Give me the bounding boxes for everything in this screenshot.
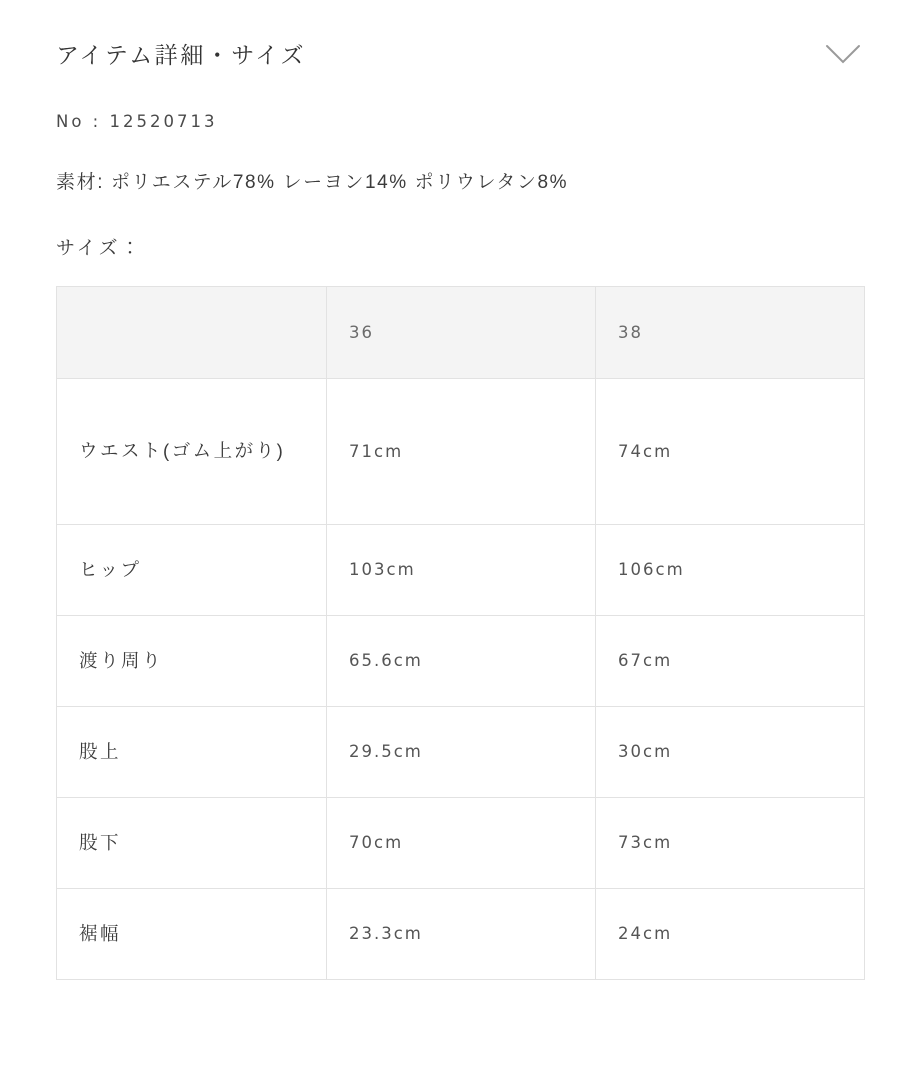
row-value-38: 106cm	[596, 525, 865, 616]
row-value-36: 23.3cm	[327, 889, 596, 980]
table-row	[57, 707, 865, 798]
row-value-38: 74cm	[596, 379, 865, 525]
row-value-38: 30cm	[596, 707, 865, 798]
table-header-size-36: 36	[327, 287, 596, 379]
material-text: 素材: ポリエステル78% レーヨン14% ポリウレタン8%	[56, 171, 569, 193]
table-header-size-38: 38	[596, 287, 865, 379]
row-label: 股上	[57, 707, 327, 798]
table-row	[57, 525, 865, 616]
row-value-36: 103cm	[327, 525, 596, 616]
row-value-36: 71cm	[327, 379, 596, 525]
table-header-row	[57, 287, 865, 379]
section-header[interactable]	[56, 0, 865, 96]
size-label: サイズ：	[56, 238, 143, 260]
row-value-36: 70cm	[327, 798, 596, 889]
row-value-38: 73cm	[596, 798, 865, 889]
table-row	[57, 889, 865, 980]
table-row	[57, 798, 865, 889]
row-value-36: 65.6cm	[327, 616, 596, 707]
table-row	[57, 616, 865, 707]
row-label: 股下	[57, 798, 327, 889]
page-title: アイテム詳細・サイズ	[56, 41, 306, 68]
item-number: No : 12520713	[56, 112, 218, 131]
row-label: ウエスト(ゴム上がり)	[57, 379, 327, 525]
row-label: ヒップ	[57, 525, 327, 616]
chevron-down-icon[interactable]	[821, 33, 865, 77]
table-header-corner	[57, 287, 327, 379]
row-value-36: 29.5cm	[327, 707, 596, 798]
row-label: 渡り周り	[57, 616, 327, 707]
row-value-38: 67cm	[596, 616, 865, 707]
row-value-38: 24cm	[596, 889, 865, 980]
size-table	[56, 286, 865, 980]
table-row	[57, 379, 865, 525]
row-label: 裾幅	[57, 889, 327, 980]
